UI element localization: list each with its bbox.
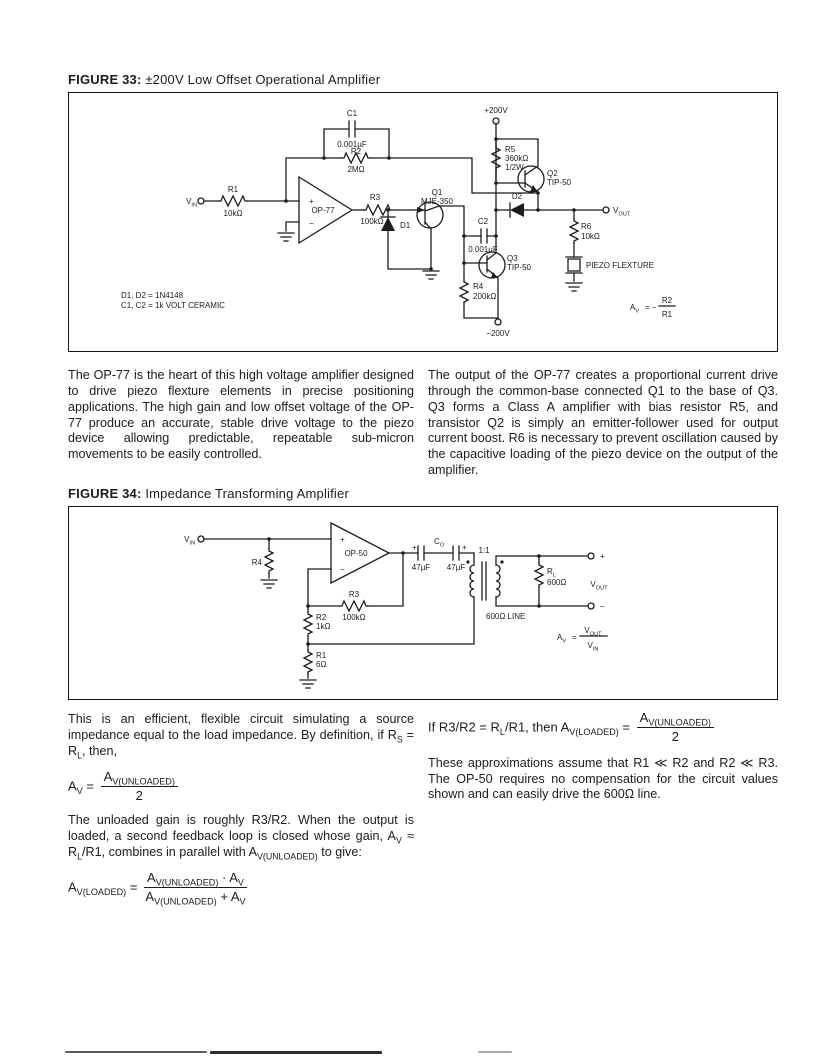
- r2-value: 1kΩ: [316, 622, 331, 631]
- paragraph: The output of the OP-77 creates a proportional current drive through the common-base connected Q1 to the base of Q3. Q3 forms a Class A amplifier with bias resistor R5, and transistor Q2 is simply an emitter-follower used for output current boost. R6 is necessary to prevent oscillation caused by the capacitive loading of the piezo device on the output of the amplifier.: [428, 368, 778, 478]
- cap2-plus: +: [462, 543, 467, 552]
- r3-value: 100kΩ: [360, 217, 384, 226]
- piezo-label: PIEZO FLEXTURE: [586, 261, 655, 270]
- co-label: $C_O$: [434, 537, 445, 549]
- scan-artifact-line: [478, 1051, 512, 1053]
- rl-value: 600Ω: [547, 578, 567, 587]
- r6-value: 10kΩ: [581, 232, 600, 241]
- r1-value: 6Ω: [316, 660, 327, 669]
- schematic34-wires: [198, 523, 594, 688]
- r1-value: 10kΩ: [223, 209, 243, 218]
- out-minus: −: [600, 602, 605, 611]
- d2-label: D2: [511, 192, 523, 201]
- figure33-text-right: [428, 368, 778, 479]
- r4-label: R4: [473, 282, 484, 291]
- q1-type: MJE-350: [420, 197, 454, 206]
- r1-label: R1: [316, 651, 327, 660]
- paragraph: This is an efficient, flexible circuit simulating a source impedance equal to the load impedance. By definition, if $R_S = R_L$, then,: [68, 712, 414, 761]
- vout-label: $V_{OUT}$: [590, 580, 608, 592]
- opamp-label: OP-77: [311, 206, 335, 215]
- figure33-heading-label: FIGURE 33:: [68, 72, 142, 87]
- note2: C1, C2 = 1k VOLT CERAMIC: [121, 301, 225, 310]
- gain-av: $A_V$: [630, 303, 640, 315]
- q3-label: Q3: [507, 254, 518, 263]
- q1-label: Q1: [431, 188, 443, 197]
- figure33-heading: [68, 72, 380, 87]
- bottom-text-left: [68, 712, 414, 915]
- cap1-plus: +: [412, 543, 417, 552]
- vout-label: $V_{OUT}$: [613, 206, 631, 218]
- line-label: 600Ω LINE: [486, 612, 526, 621]
- r2-label: R2: [350, 147, 362, 156]
- formula-condition: If $R3/R2 = R_L/R1$, then $A_{V(LOADED)}$ = $\frac{A_{V(UNLOADED)}}{2}$: [428, 710, 778, 746]
- out-plus: +: [600, 552, 605, 561]
- c2-label: C2: [477, 217, 489, 226]
- r5-value: 360kΩ: [505, 154, 529, 163]
- figure33-box: [68, 92, 778, 352]
- gain-den: R1: [661, 310, 673, 319]
- vin-label: $V_{IN}$: [184, 535, 195, 547]
- r3-label: R3: [348, 590, 360, 599]
- r1-label: R1: [227, 185, 239, 194]
- figure34-schematic: [69, 507, 777, 699]
- r3-label: R3: [369, 193, 381, 202]
- opamp-plus: +: [340, 535, 345, 544]
- r4-label: R4: [251, 558, 262, 567]
- r5-label: R5: [505, 145, 516, 154]
- neg-rail-label: −200V: [486, 329, 510, 338]
- gain-num: $V_{OUT}$: [584, 626, 602, 638]
- c1-value: 0.001µF: [337, 140, 367, 149]
- d1-label: D1: [400, 221, 411, 230]
- r3-value: 100kΩ: [342, 613, 366, 622]
- gain-equation-33: [630, 296, 675, 319]
- gain-den: $V_{IN}$: [587, 641, 599, 653]
- figure33-schematic: [69, 93, 777, 351]
- paragraph: The OP-77 is the heart of this high voltage amplifier designed to drive piezo flexture elements in precise positioning applications. The high gain and low offset voltage of the OP-77 produce an accurate, stable drive voltage to the piezo device allowing predictable, repeatable sub-micron movements to be easily controlled.: [68, 368, 414, 462]
- figure34-heading-title: Impedance Transforming Amplifier: [141, 486, 349, 501]
- gain-eq: = −: [645, 303, 657, 312]
- r5-power: 1/2W: [505, 163, 524, 172]
- rl-label: $R_L$: [547, 567, 556, 579]
- figure33-heading-title: ±200V Low Offset Operational Amplifier: [141, 72, 381, 87]
- q2-type: TIP-50: [547, 178, 572, 187]
- vin-label: $V_{IN}$: [186, 197, 197, 209]
- turns-ratio: 1:1: [478, 546, 490, 555]
- formula-av-unloaded: $A_V$ = $\frac{A_{V(UNLOADED)}}{2}$: [68, 769, 414, 805]
- scan-artifact-line: [65, 1051, 207, 1053]
- r2-value: 2MΩ: [347, 165, 365, 174]
- opamp-minus: −: [340, 565, 345, 574]
- figure34-heading: [68, 486, 349, 501]
- bottom-text-right: [428, 710, 778, 803]
- q3-type: TIP-50: [507, 263, 532, 272]
- opamp-minus: −: [309, 219, 314, 228]
- schematic33-labels: [121, 106, 675, 338]
- paragraph: These approximations assume that R1 ≪ R2 and R2 ≪ R3. The OP-50 requires no compensation for the circuit values shown and can easily drive the 600Ω line.: [428, 755, 778, 802]
- r6-label: R6: [581, 222, 592, 231]
- opamp-label: OP-50: [344, 549, 368, 558]
- q2-label: Q2: [547, 169, 558, 178]
- cap2-value: 47µF: [446, 563, 466, 572]
- opamp-plus: +: [309, 197, 314, 206]
- gain-av: $A_V$: [557, 633, 567, 645]
- r2-label: R2: [316, 613, 327, 622]
- pos-rail-label: +200V: [484, 106, 508, 115]
- figure34-heading-label: FIGURE 34:: [68, 486, 142, 501]
- gain-num: R2: [661, 296, 673, 305]
- r4-value: 200kΩ: [473, 292, 497, 301]
- c2-value: 0.001µF: [468, 245, 498, 254]
- schematic34-labels: [184, 535, 608, 669]
- paragraph: The unloaded gain is roughly R3/R2. When the output is loaded, a second feedback loop is closed whose gain, $A_V \approx R_L/R1$, combines in parallel with $A_{V(UNLOADED)}$ to give:: [68, 813, 414, 862]
- cap1-value: 47µF: [411, 563, 431, 572]
- scan-artifact-line: [210, 1051, 382, 1054]
- note1: D1, D2 = 1N4148: [121, 291, 184, 300]
- figure34-box: [68, 506, 778, 700]
- formula-av-loaded: $A_{V(LOADED)}$ = $\frac{A_{V(UNLOADED)} \cdot A_V}{A_{V(UNLOADED)} + A_V}$: [68, 869, 246, 907]
- gain-equation-34: [557, 626, 607, 653]
- gain-eq: =: [572, 633, 577, 642]
- c1-label: C1: [346, 109, 358, 118]
- figure33-text-left: [68, 368, 414, 463]
